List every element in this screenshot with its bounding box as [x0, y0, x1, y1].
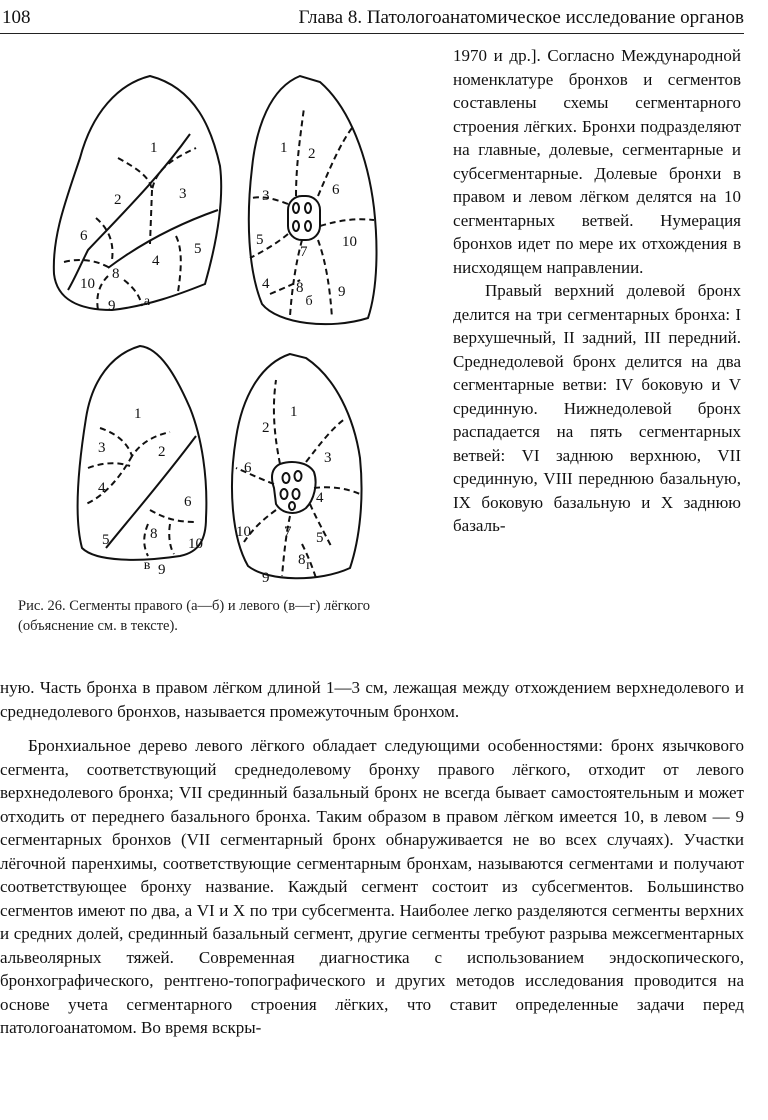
seg-c-5: 5 [102, 532, 110, 548]
seg-a-9: 9 [108, 298, 116, 314]
full-width-text [0, 676, 744, 1040]
seg-b-1: 1 [280, 140, 288, 156]
seg-a-6: 6 [80, 228, 88, 244]
figure-caption: Рис. 26. Сегменты правого (а—б) и левого (в—г) лёгкого (объяснение см. в тексте). [18, 598, 370, 634]
seg-b-6: 6 [332, 182, 340, 198]
seg-c-2: 2 [158, 444, 166, 460]
seg-b-10: 10 [342, 234, 357, 250]
label-c: в [143, 558, 151, 573]
seg-d-7: 7 [284, 524, 292, 540]
seg-a-10: 10 [80, 276, 95, 292]
seg-a-8: 8 [112, 266, 120, 282]
full-paragraph-1: ную. Часть бронха в правом лёгком длиной 1—3 см, лежащая между отхождением верхнедолевого и среднедолевого бронхов, называется промежуточным бронхом. [0, 678, 744, 721]
seg-d-1: 1 [290, 404, 298, 420]
seg-a-1: 1 [150, 140, 158, 156]
seg-a-4: 4 [152, 253, 160, 269]
seg-b-7: 7 [300, 244, 308, 260]
header-rule [0, 33, 744, 34]
seg-c-8: 8 [150, 526, 158, 542]
seg-b-3: 3 [262, 188, 270, 204]
diagram-c [78, 346, 207, 560]
seg-a-3: 3 [179, 186, 187, 202]
full-paragraph-2: Бронхиальное дерево левого лёгкого обладает следующими особенностями: бронх язычкового сегмента, соответствующий среднедолевому бронху правого лёгкого, отходит от левого верхнедолевого бронха; VII срединный базальный бронх не всегда бывает самостоятельным и может отходить от переднего базального бронха. Таким образом в правом лёгком имеется 10, в левом — 9 сегментарных бронхов (VII сегментарный бронх обнаруживается не во всех случаях). Участки лёгочной паренхимы, соответствующие сегментарным бронхам, называются сегментами и получают соответствующее бронху название. Каждый сегмент состоит из субсегментов. Большинство сегментов имеют по два, а VI и X по три субсегмента. Наиболее легко разделяются сегменты верхних и средних долей, срединный базальный сегмент, другие сегменты требуют разрыва межсегментарных альвеолярных тяжей. Современная диагностика с использованием эндоскопического, бронхографического, рентгено-топографического и других методов исследования проводится на основе учета сегментарного строения лёгких, что ставит определенные задачи перед патологоанатомом. Во время вскры- [0, 736, 744, 1037]
seg-d-10: 10 [236, 524, 251, 540]
column-paragraph-2: Правый верхний долевой бронх делится на три сегментарных бронха: I верхушечный, II задний, III передний. Среднедолевой бронх делится на два сегментарные ветви: IV боковую и V срединную. Нижнедолевой бронх распадается на пять сегментарных ветвей: VI заднюю верхнюю, VII срединную, VIII переднюю базальную, IX боковую базальную и X заднюю базаль- [453, 281, 741, 535]
running-header [0, 6, 744, 30]
page-number: 108 [2, 7, 31, 28]
column-paragraph-1: 1970 и др.]. Согласно Международной номенклатуре бронхов и сегментов составлены схемы сегментарного строения лёгких. Бронхи подразделяют на главные, долевые, сегментарные и субсегментарные. Долевые бронхи в правом и левом лёгком делятся на 10 сегментарных ветвей. Нумерация бронхов идет по мере их отхождения в нисходящем направлении. [453, 46, 741, 277]
seg-a-5: 5 [194, 241, 202, 257]
seg-d-9: 9 [262, 570, 270, 586]
seg-c-4: 4 [98, 480, 106, 496]
seg-d-3: 3 [324, 450, 332, 466]
seg-b-9: 9 [338, 284, 346, 300]
seg-d-2: 2 [262, 420, 270, 436]
lung-diagrams [0, 48, 450, 608]
seg-c-9: 9 [158, 562, 166, 578]
right-column-text [453, 44, 741, 538]
seg-c-10: 10 [188, 536, 203, 552]
seg-d-4: 4 [316, 490, 324, 506]
seg-d-8: 8 [298, 552, 306, 568]
label-a: а [143, 294, 151, 309]
running-title: Глава 8. Патологоанатомическое исследование органов [298, 7, 744, 28]
lung-segments-figure [0, 48, 450, 640]
seg-d-5: 5 [316, 530, 324, 546]
seg-a-2: 2 [114, 192, 122, 208]
seg-c-6: 6 [184, 494, 192, 510]
seg-b-4: 4 [262, 276, 270, 292]
label-b: б [305, 294, 313, 309]
seg-b-5: 5 [256, 232, 264, 248]
seg-b-2: 2 [308, 146, 316, 162]
diagram-a [54, 76, 221, 310]
seg-c-1: 1 [134, 406, 142, 422]
label-d: г [306, 558, 312, 573]
seg-c-3: 3 [98, 440, 106, 456]
seg-d-6: 6 [244, 460, 252, 476]
seg-b-8: 8 [296, 280, 304, 296]
